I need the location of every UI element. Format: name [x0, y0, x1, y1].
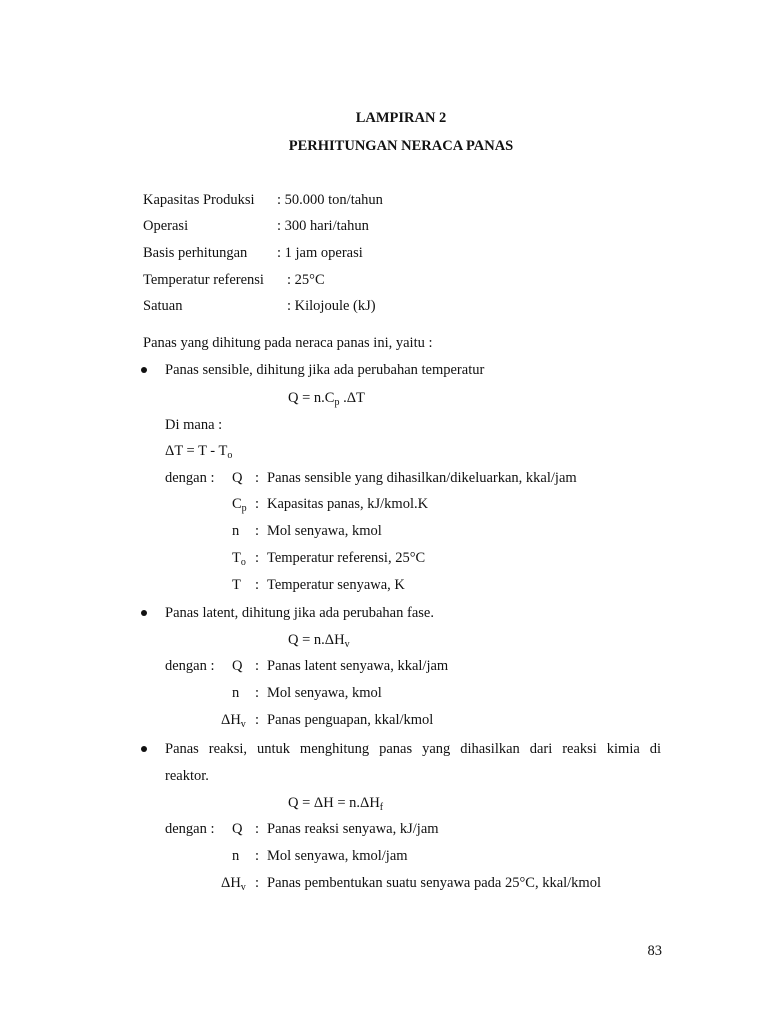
- symbol: $\Delta H_v$: [221, 875, 246, 893]
- dengan-label: dengan :: [165, 470, 215, 486]
- reaction-formula: $Q = \Delta H = n.\Delta H_f$: [288, 795, 384, 813]
- bullet-dot: [141, 610, 147, 616]
- dengan-label: dengan :: [165, 821, 215, 837]
- page-subtitle: PERHITUNGAN NERACA PANAS: [288, 138, 514, 154]
- param-label: Satuan: [143, 298, 183, 314]
- definition: Panas latent senyawa, kkal/jam: [267, 658, 449, 674]
- reaction-bullet-line2: reaktor.: [165, 768, 209, 784]
- definition: Panas sensible yang dihasilkan/dikeluarkan, kkal/jam: [267, 470, 577, 486]
- param-value: : 300 hari/tahun: [277, 218, 369, 234]
- separator: :: [255, 712, 260, 728]
- page-number: 83: [647, 943, 662, 959]
- symbol: $T_o$: [232, 550, 246, 568]
- intro-text: Panas yang dihitung pada neraca panas ini, yaitu :: [143, 335, 433, 351]
- definition: Panas pembentukan suatu senyawa pada 25°C, kkal/kmol: [267, 875, 601, 891]
- definition: Kapasitas panas, kJ/kmol.K: [267, 496, 429, 512]
- sensible-bullet-text: Panas sensible, dihitung jika ada perubahan temperatur: [165, 362, 485, 378]
- separator: :: [255, 470, 260, 486]
- symbol: n: [232, 523, 240, 539]
- dimana-label: Di mana :: [165, 417, 223, 433]
- param-value: : 50.000 ton/tahun: [277, 192, 383, 208]
- dengan-label: dengan :: [165, 658, 215, 674]
- separator: :: [255, 821, 260, 837]
- separator: :: [255, 685, 260, 701]
- symbol: Q: [232, 821, 243, 837]
- definition: Mol senyawa, kmol: [267, 523, 382, 539]
- bullet-dot: [141, 367, 147, 373]
- symbol: n: [232, 848, 240, 864]
- separator: :: [255, 496, 260, 512]
- param-value: : Kilojoule (kJ): [287, 298, 376, 314]
- separator: :: [255, 523, 260, 539]
- separator: :: [255, 875, 260, 891]
- latent-formula: $Q = n.\Delta H_v$: [288, 632, 350, 650]
- separator: :: [255, 550, 260, 566]
- definition: Panas reaksi senyawa, kJ/jam: [267, 821, 439, 837]
- symbol: $C_p$: [232, 496, 247, 514]
- symbol: T: [232, 577, 241, 593]
- separator: :: [255, 577, 260, 593]
- param-label: Operasi: [143, 218, 189, 234]
- sensible-formula: $Q = n.C_p$ .ΔT: [288, 390, 365, 408]
- param-label: Kapasitas Produksi: [143, 192, 255, 208]
- separator: :: [255, 658, 260, 674]
- symbol: n: [232, 685, 240, 701]
- symbol: Q: [232, 658, 243, 674]
- param-value: : 25°C: [287, 272, 325, 288]
- definition: Temperatur senyawa, K: [267, 577, 405, 593]
- page-title: LAMPIRAN 2: [355, 110, 447, 126]
- param-label: Temperatur referensi: [143, 272, 264, 288]
- definition: Temperatur referensi, 25°C: [267, 550, 426, 566]
- symbol: $\Delta H_v$: [221, 712, 246, 730]
- param-label: Basis perhitungan: [143, 245, 248, 261]
- param-value: : 1 jam operasi: [277, 245, 363, 261]
- reaction-bullet-line1: Panas reaksi, untuk menghitung panas yang dihasilkan dari reaksi kimia di: [165, 741, 661, 757]
- definition: Panas penguapan, kkal/kmol: [267, 712, 434, 728]
- definition: Mol senyawa, kmol: [267, 685, 382, 701]
- definition: Mol senyawa, kmol/jam: [267, 848, 408, 864]
- bullet-dot: [141, 746, 147, 752]
- symbol: Q: [232, 470, 243, 486]
- delta-t-formula: $\Delta T = T - T_o$: [165, 443, 233, 461]
- separator: :: [255, 848, 260, 864]
- latent-bullet-text: Panas latent, dihitung jika ada perubahan fase.: [165, 605, 434, 621]
